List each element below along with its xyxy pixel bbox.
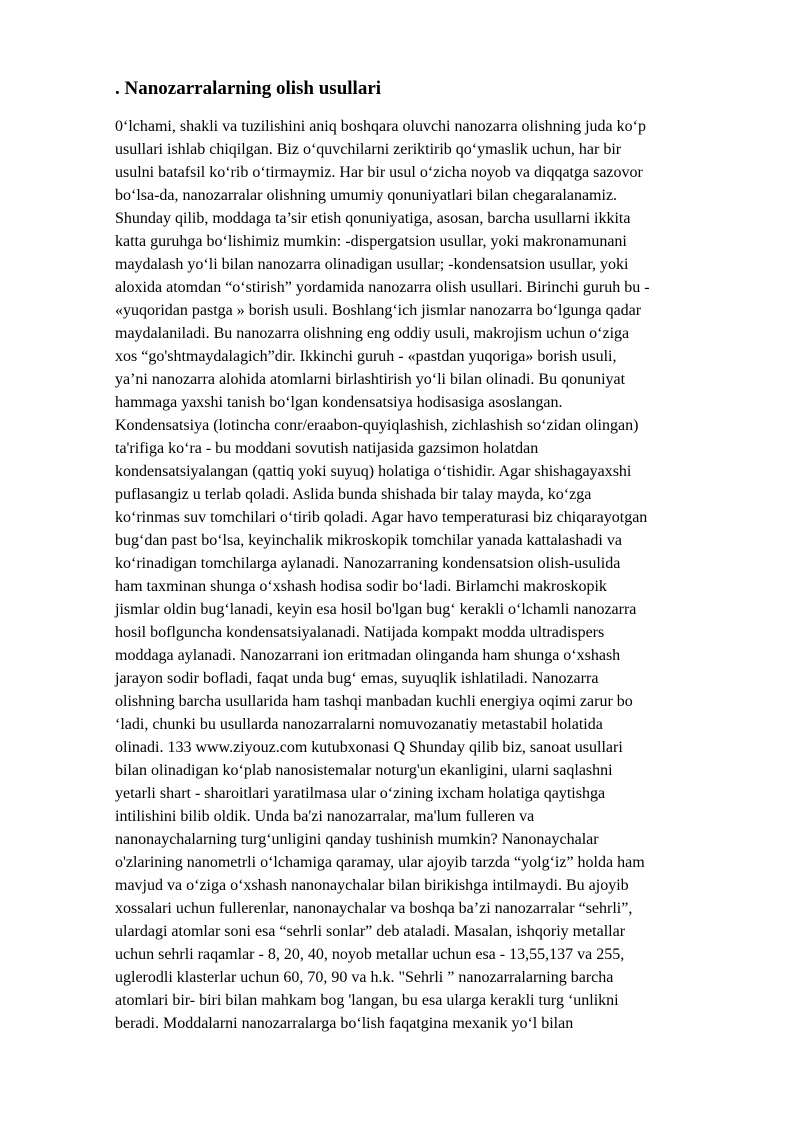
text-line: Shunday qilib, moddaga ta’sir etish qonuniyatiga, asosan, barcha usullarni ikkita [115, 210, 631, 227]
section-heading: . Nanozarralarning olish usullari [115, 78, 382, 99]
text-line: aloxida atomdan “o‘stirish” yordamida nanozarra olish usullari. Birinchi guruh bu - [115, 279, 650, 296]
text-line: mavjud va o‘ziga o‘xshash nanonaychalar bilan birikishga intilmaydi. Bu ajoyib [115, 877, 629, 894]
text-line: bo‘lsa-da, nanozarralar olishning umumiy qonuniyatlari bilan chegaralanamiz. [115, 187, 618, 204]
text-line: kondensatsiyalangan (qattiq yoki suyuq) holatiga o‘tishidir. Agar shishagayaxshi [115, 463, 632, 480]
text-line: maydalash yo‘li bilan nanozarra olinadigan usullar; -kondensatsion usullar, yoki [115, 256, 629, 273]
text-line: ko‘rinmas suv tomchilari o‘tirib qoladi. Agar havo temperaturasi biz chiqarayotgan [115, 509, 648, 526]
text-line: ‘ladi, chunki bu usullarda nanozarralarni nomuvozanatiy metastabil holatida [115, 716, 603, 733]
text-line: «yuqoridan pastga » borish usuli. Boshlang‘ich jismlar nanozarra bo‘lgunga qadar [115, 302, 642, 319]
text-line: jarayon sodir bofladi, faqat unda bug‘ emas, suyuqlik ishlatiladi. Nanozarra [115, 670, 599, 687]
text-line: usulni batafsil ko‘rib o‘tirmaymiz. Har bir usul o‘zicha noyob va diqqatga sazovor [115, 164, 643, 181]
text-line: xos “go'shtmaydalagich”dir. Ikkinchi guruh - «pastdan yuqoriga» borish usuli, [115, 348, 617, 365]
text-line: olishning barcha usullarida ham tashqi manbadan kuchli energiya oqimi zarur bo [115, 693, 633, 710]
text-line: ham taxminan shunga o‘xshash hodisa sodir bo‘ladi. Birlamchi makroskopik [115, 578, 607, 595]
text-line: beradi. Moddalarni nanozarralarga bo‘lish faqatgina mexanik yo‘l bilan [115, 1015, 574, 1032]
text-line: 0‘lchami, shakli va tuzilishini aniq boshqara oluvchi nanozarra olishning juda ko‘p [115, 118, 646, 135]
text-line: olinadi. 133 www.ziyouz.com kutubxonasi Q Shunday qilib biz, sanoat usullari [115, 739, 623, 756]
text-line: hosil boflguncha kondensatsiyalanadi. Natijada kompakt modda ultradispers [115, 624, 605, 641]
text-line: intilishini bilib oldik. Unda ba'zi nanozarralar, ma'lum fulleren va [115, 808, 535, 825]
text-line: uglerodli klasterlar uchun 60, 70, 90 va h.k. "Sehrli ” nanozarralarning barcha [115, 969, 614, 986]
text-line: ulardagi atomlar soni esa “sehrli sonlar” deb ataladi. Masalan, ishqoriy metallar [115, 923, 626, 940]
text-line: o'zlarining nanometrli o‘lchamiga qaramay, ular ajoyib tarzda “yolg‘iz” holda ham [115, 854, 645, 871]
text-line: katta guruhga bo‘lishimiz mumkin: -dispergatsion usullar, yoki makronamunani [115, 233, 627, 250]
text-line: maydalaniladi. Bu nanozarra olishning eng oddiy usuli, makrojism uchun o‘ziga [115, 325, 630, 342]
text-line: jismlar oldin bug‘lanadi, keyin esa hosil bo'lgan bug‘ kerakli o‘lchamli nanozarra [115, 601, 637, 618]
text-line: yetarli shart - sharoitlari yaratilmasa ular o‘zining ixcham holatiga qaytishga [115, 785, 606, 802]
text-line: ta'rifiga ko‘ra - bu moddani sovutish natijasida gazsimon holatdan [115, 440, 539, 457]
text-line: ya’ni nanozarra alohida atomlarni birlashtirish yo‘li bilan olinadi. Bu qonuniyat [115, 371, 626, 388]
text-line: moddaga aylanadi. Nanozarrani ion eritmadan olinganda ham shunga o‘xshash [115, 647, 621, 664]
text-line: bug‘dan past bo‘lsa, keyinchalik mikroskopik tomchilar yanada kattalashadi va [115, 532, 622, 549]
text-line: uchun sehrli raqamlar - 8, 20, 40, noyob metallar uchun esa - 13,55,137 va 255, [115, 946, 625, 963]
text-line: atomlari bir- biri bilan mahkam bog 'langan, bu esa ularga kerakli turg ‘unlikni [115, 992, 619, 1009]
text-line: hammaga yaxshi tanish bo‘lgan kondensatsiya hodisasiga asoslangan. [115, 394, 563, 411]
text-line: puflasangiz u terlab qoladi. Aslida bunda shishada bir talay mayda, ko‘zga [115, 486, 592, 503]
body-paragraph [115, 115, 765, 1035]
text-line: xossalari uchun fullerenlar, nanonaychalar va boshqa ba’zi nanozarralar “sehrli”, [115, 900, 633, 917]
text-line: bilan olinadigan ko‘plab nanosistemalar noturg'un ekanligini, ularni saqlashni [115, 762, 613, 779]
text-line: usullari ishlab chiqilgan. Biz o‘quvchilarni zeriktirib qo‘ymaslik uchun, har bir [115, 141, 622, 158]
text-line: nanonaychalarning turg‘unligini qanday tushinish mumkin? Nanonaychalar [115, 831, 599, 848]
text-line: ko‘rinadigan tomchilarga aylanadi. Nanozarraning kondensatsion olish-usulida [115, 555, 621, 572]
text-line: Kondensatsiya (lotincha conr/eraabon-quyiqlashish, zichlashish so‘zidan olingan) [115, 417, 639, 434]
